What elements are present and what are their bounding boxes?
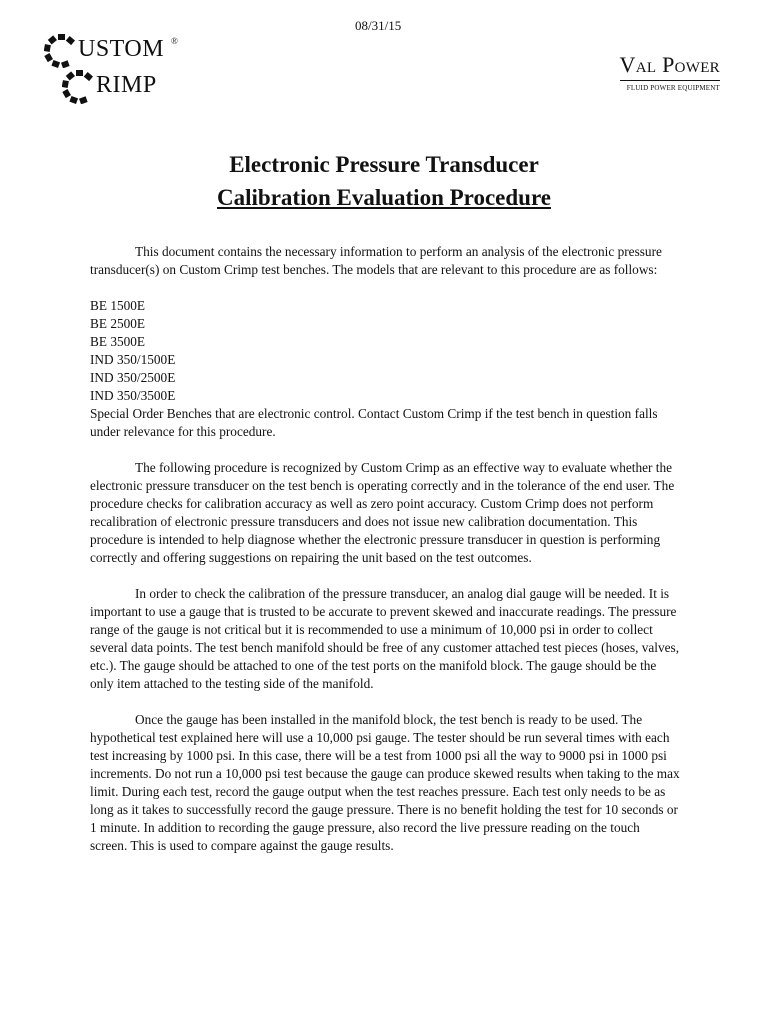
document-subtitle: Calibration Evaluation Procedure (217, 185, 551, 210)
intro-paragraph: This document contains the necessary information to perform an analysis of the electronic pressure transducer(s) on Custom Crimp test benches. The models that are relevant to this procedure are as follows: (90, 244, 662, 277)
val-power-name: Val Power (620, 52, 720, 81)
special-order-note: Special Order Benches that are electronic control. Contact Custom Crimp if the test bench in question falls under relevance for this procedure. (90, 406, 658, 439)
val-power-tagline: FLUID POWER EQUIPMENT (626, 84, 720, 92)
val-power-logo (620, 52, 720, 92)
model-item: BE 1500E (90, 298, 146, 313)
gear-c-icon-2 (62, 70, 96, 104)
model-item: IND 350/3500E (90, 388, 176, 403)
document-date: 08/31/15 (355, 18, 402, 33)
gear-c-icon (44, 34, 78, 68)
model-item: IND 350/2500E (90, 370, 176, 385)
model-item: BE 3500E (90, 334, 146, 349)
logo-text-crimp: RIMP (96, 72, 157, 98)
procedure-paragraph: The following procedure is recognized by Custom Crimp as an effective way to evaluate whether the electronic pressure transducer on the test bench is operating correctly and in the tolerance of the end user. The procedure checks for calibration accuracy as well as zero point accuracy. Custom Crimp does not perform recalibration of electronic pressure transducers and does not issue new calibration documentation. This procedure is intended to help diagnose whether the electronic pressure transducer in question is performing correctly and offering suggestions on repairing the unit based on the test outcomes. (90, 460, 675, 565)
model-item: IND 350/1500E (90, 352, 176, 367)
model-list (90, 297, 680, 405)
gauge-paragraph: In order to check the calibration of the pressure transducer, an analog dial gauge will be needed. It is important to use a gauge that is trusted to be accurate to prevent skewed and inaccurate readings. The pressure range of the gauge is not critical but it is recommended to use a minimum of 10,000 psi in order to collect several data points. The test bench manifold should be free of any customer attached test pieces (hoses, valves, etc.). The gauge should be attached to one of the test ports on the manifold block. The gauge should be the only item attached to the testing side of the manifold. (90, 586, 680, 691)
custom-crimp-logo (44, 32, 194, 112)
registered-mark: ® (171, 36, 178, 46)
document-title: Electronic Pressure Transducer (229, 152, 539, 177)
document-body (90, 243, 680, 873)
test-paragraph: Once the gauge has been installed in the manifold block, the test bench is ready to be used. The hypothetical test explained here will use a 10,000 psi gauge. The tester should be run several times with each test increasing by 1000 psi. In this case, there will be a test from 1000 psi all the way to 9000 psi in 1000 psi increments. Do not run a 10,000 psi test because the gauge can produce skewed results when taking to the max limit. During each test, record the gauge output when the test reaches pressure. Each test only needs to be as long as it takes to successfully record the gauge pressure. There is no benefit holding the test for 10 seconds or 1 minute. In addition to recording the gauge pressure, also record the live pressure reading on the touch screen. This is used to compare against the gauge results. (90, 712, 680, 853)
model-item: BE 2500E (90, 316, 146, 331)
logo-text-custom: USTOM (78, 36, 165, 62)
